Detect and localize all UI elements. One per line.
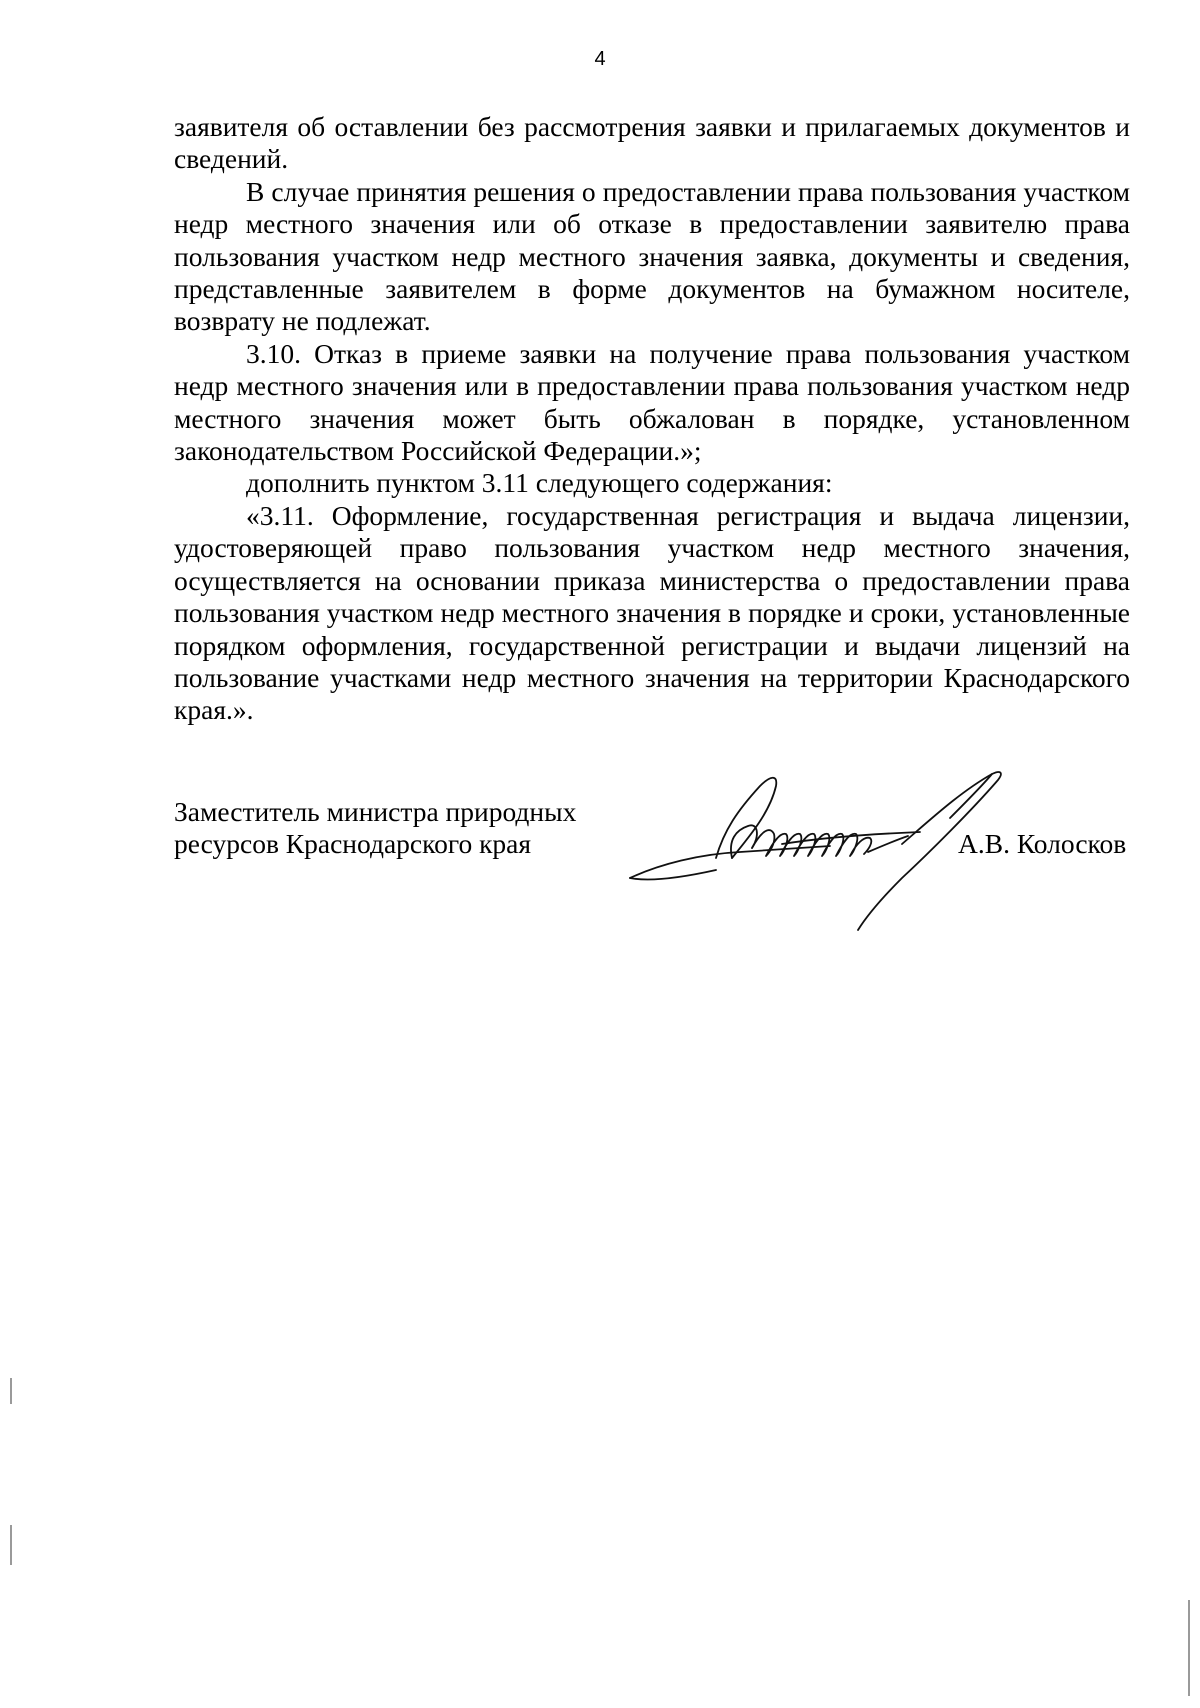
page-number: 4 (594, 48, 606, 70)
paragraph: дополнить пунктом 3.11 следующего содержания: (246, 467, 833, 499)
signatory-name: А.В. Колосков (958, 828, 1127, 859)
signatory-position-line: ресурсов Краснодарского края (174, 828, 532, 860)
paragraph: В случае принятия решения о предоставлении права пользования участком недр местного значения или об отказе в предоставлении заявителю права пользования участком недр местного значения заявка, документы и сведения, представленные заявителем в форме документов на бумажном носителе, возврату не подлежат. (174, 175, 1130, 337)
scan-edge-mark (1188, 1600, 1190, 1696)
scan-edge-mark (10, 1378, 12, 1404)
scan-edge-mark (10, 1525, 12, 1565)
body-text (174, 111, 1130, 727)
signatory-position-line: Заместитель министра природных (174, 796, 577, 827)
signatory-position (174, 796, 634, 861)
paragraph: «3.11. Оформление, государственная регистрация и выдача лицензии, удостоверяющей право пользования участком недр местного значения, осуществляется на основании приказа министерства о предоставлении права пользования участком недр местного значения в порядке и сроки, установленные порядком оформления, государственной регистрации и выдачи лицензий на пользование участками недр местного значения на территории Краснодарского края.». (174, 499, 1130, 726)
paragraph: 3.10. Отказ в приеме заявки на получение права пользования участком недр местного значения или в предоставлении права пользования участком недр местного значения может быть обжалован в порядке, установленном законодательством Российской Федерации.»; (174, 337, 1130, 467)
paragraph: заявителя об оставлении без рассмотрения заявки и прилагаемых документов и сведений. (174, 111, 1130, 175)
